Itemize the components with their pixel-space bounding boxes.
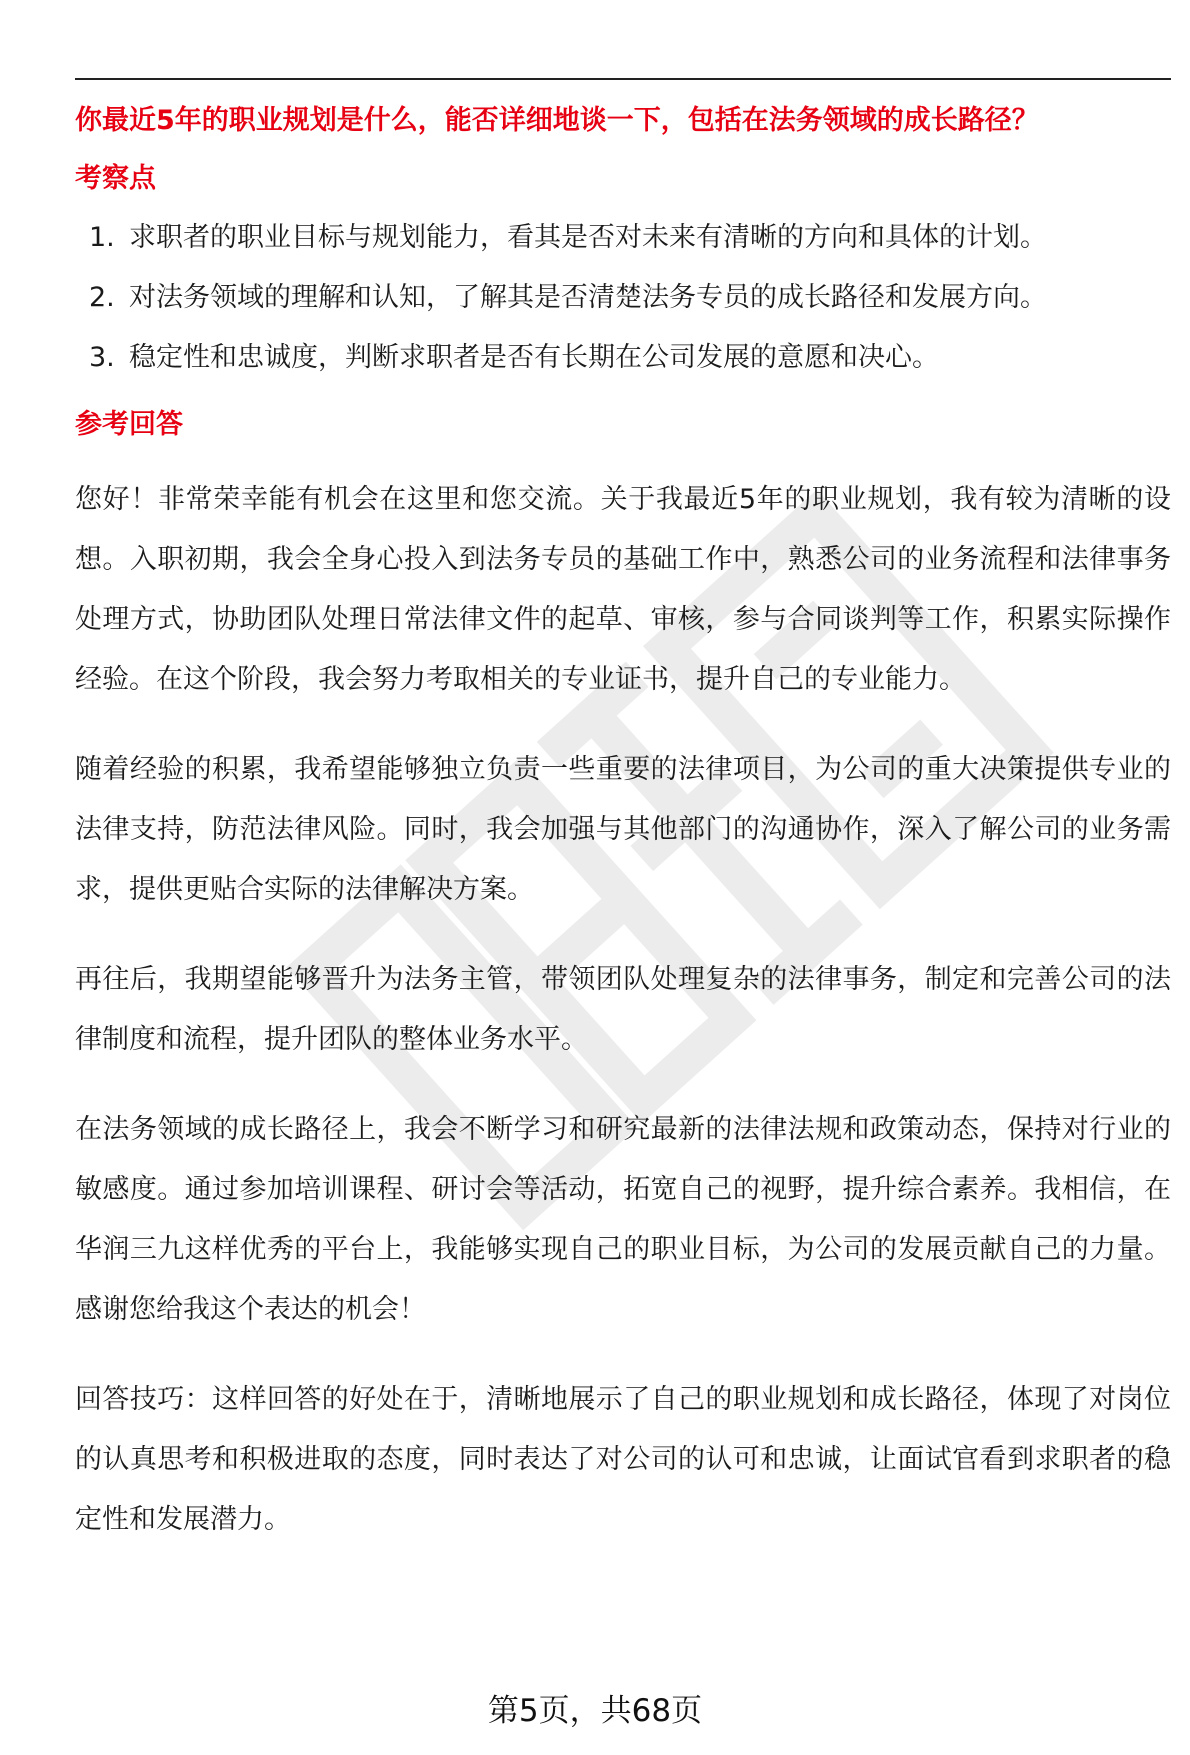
page-number-footer: 第5页，共68页 bbox=[487, 1693, 703, 1729]
document-body bbox=[75, 96, 1171, 1550]
key-point-item bbox=[75, 340, 1171, 376]
answer-paragraph: 随着经验的积累，我希望能够独立负责一些重要的法律项目，为公司的重大决策提供专业的法律支持，防范法律风险。同时，我会加强与其他部门的沟通协作，深入了解公司的业务需求，提供更贴合实际的法律解决方案。 bbox=[75, 754, 1171, 905]
answer-paragraph: 在法务领域的成长路径上，我会不断学习和研究最新的法律法规和政策动态，保持对行业的敏感度。通过参加培训课程、研讨会等活动，拓宽自己的视野，提升综合素养。我相信，在华润三九这样优秀的平台上，我能够实现自己的职业目标，为公司的发展贡献自己的力量。感谢您给我这个表达的机会！ bbox=[75, 1114, 1171, 1325]
key-point-number: 1. bbox=[89, 222, 115, 253]
key-point-number: 3. bbox=[89, 342, 115, 373]
key-point-text: 稳定性和忠诚度，判断求职者是否有长期在公司发展的意愿和决心。 bbox=[129, 342, 939, 373]
answer-tips-paragraph: 回答技巧：这样回答的好处在于，清晰地展示了自己的职业规划和成长路径，体现了对岗位的认真思考和积极进取的态度，同时表达了对公司的认可和忠诚，让面试官看到求职者的稳定性和发展潜力。 bbox=[75, 1384, 1171, 1535]
question-title: 你最近5年的职业规划是什么，能否详细地谈一下，包括在法务领域的成长路径？ bbox=[75, 105, 1039, 136]
key-point-number: 2. bbox=[89, 282, 115, 313]
key-point-text: 对法务领域的理解和认知，了解其是否清楚法务专员的成长路径和发展方向。 bbox=[129, 282, 1047, 313]
key-point-item bbox=[75, 280, 1171, 316]
key-point-text: 求职者的职业目标与规划能力，看其是否对未来有清晰的方向和具体的计划。 bbox=[129, 222, 1047, 253]
top-divider bbox=[75, 78, 1171, 80]
answer-paragraph: 再往后，我期望能够晋升为法务主管，带领团队处理复杂的法律事务，制定和完善公司的法律制度和流程，提升团队的整体业务水平。 bbox=[75, 964, 1171, 1055]
reference-answer-heading: 参考回答 bbox=[75, 409, 183, 440]
key-point-item bbox=[75, 220, 1171, 256]
answer-paragraph: 您好！非常荣幸能有机会在这里和您交流。关于我最近5年的职业规划，我有较为清晰的设想。入职初期，我会全身心投入到法务专员的基础工作中，熟悉公司的业务流程和法律事务处理方式，协助团队处理日常法律文件的起草、审核，参与合同谈判等工作，积累实际操作经验。在这个阶段，我会努力考取相关的专业证书，提升自己的专业能力。 bbox=[75, 484, 1171, 695]
key-points-heading: 考察点 bbox=[75, 163, 156, 194]
key-points-list bbox=[75, 220, 1171, 376]
